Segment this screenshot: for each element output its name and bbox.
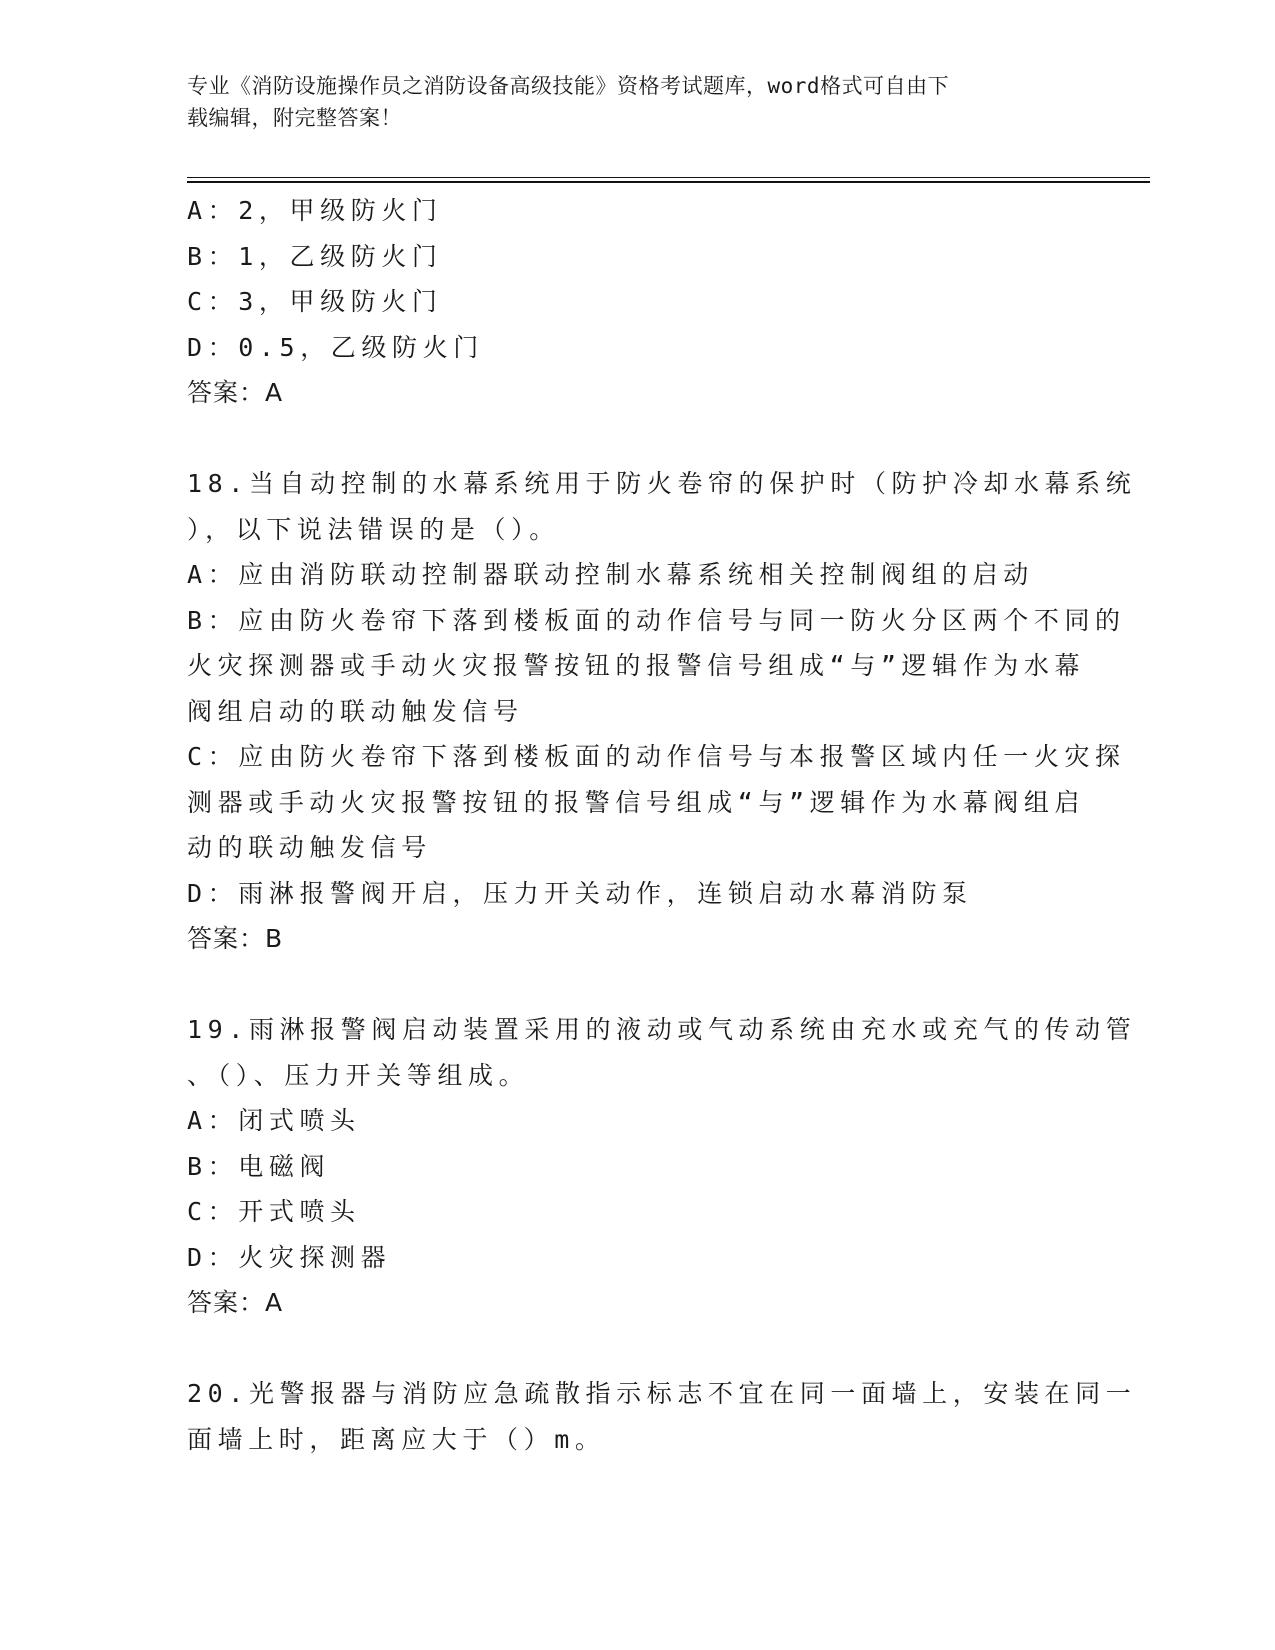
- q18-option-d: D：雨淋报警阀开启，压力开关动作，连锁启动水幕消防泵: [187, 878, 973, 908]
- q18-option-c-line-1: C：应由防火卷帘下落到楼板面的动作信号与本报警区域内任一火灾探: [187, 742, 1126, 771]
- question-18-block: [187, 461, 1137, 962]
- q18-option-a: A：应由消防联动控制器联动控制水幕系统相关控制阀组的启动: [187, 560, 1034, 589]
- q17-answer: 答案：A: [187, 378, 284, 407]
- q19-option-a: A：闭式喷头: [187, 1106, 361, 1135]
- q18-option-b-line-2: 火灾探测器或手动火灾报警按钮的报警信号组成“与”逻辑作为水幕: [187, 651, 1086, 680]
- q19-option-c: C：开式喷头: [187, 1197, 361, 1226]
- q17-option-c: C：3，甲级防火门: [187, 287, 443, 316]
- question-17-block: [187, 188, 1087, 416]
- spacer: [187, 416, 1087, 462]
- q17-option-a: A：2，甲级防火门: [187, 196, 443, 225]
- header-line-2: 载编辑，附完整答案！: [187, 106, 402, 130]
- header-divider-thin: [187, 177, 1150, 178]
- spacer: [187, 962, 1087, 1008]
- q17-option-b: B：1，乙级防火门: [187, 241, 443, 271]
- q18-option-b-line-1: B：应由防火卷帘下落到楼板面的动作信号与同一防火分区两个不同的: [187, 605, 1126, 635]
- question-19-block: [187, 1007, 1137, 1326]
- q20-stem-line-2: 面墙上时，距离应大于（）m。: [187, 1424, 606, 1454]
- q18-answer: 答案：B: [187, 924, 284, 953]
- q19-stem-line-1: 19.雨淋报警阀启动装置采用的液动或气动系统由充水或充气的传动管: [187, 1015, 1137, 1044]
- header-divider-thick: [187, 181, 1150, 183]
- q19-option-d: D：火灾探测器: [187, 1242, 392, 1272]
- q19-option-b: B：电磁阀: [187, 1151, 331, 1181]
- q19-stem-line-2: 、（）、压力开关等组成。: [187, 1060, 530, 1090]
- question-20-block: [187, 1371, 1137, 1462]
- header-line-1: 专业《消防设施操作员之消防设备高级技能》资格考试题库，word格式可自由下: [187, 74, 950, 98]
- q19-answer: 答案：A: [187, 1288, 284, 1317]
- q18-stem-line-2: ），以下说法错误的是（）。: [187, 514, 560, 544]
- q18-option-c-line-3: 动的联动触发信号: [187, 833, 432, 862]
- q18-option-c-line-2: 测器或手动火灾报警按钮的报警信号组成“与”逻辑作为水幕阀组启: [187, 787, 1086, 817]
- q20-stem-line-1: 20.光警报器与消防应急疏散指示标志不宜在同一面墙上，安装在同一: [187, 1379, 1137, 1408]
- q18-stem-line-1: 18.当自动控制的水幕系统用于防火卷帘的保护时（防护冷却水幕系统: [187, 469, 1137, 498]
- q18-option-b-line-3: 阀组启动的联动触发信号: [187, 696, 524, 726]
- question-content: [187, 188, 1137, 1462]
- spacer: [187, 1326, 1087, 1372]
- document-header: [187, 70, 1087, 134]
- q17-option-d: D：0.5，乙级防火门: [187, 332, 484, 362]
